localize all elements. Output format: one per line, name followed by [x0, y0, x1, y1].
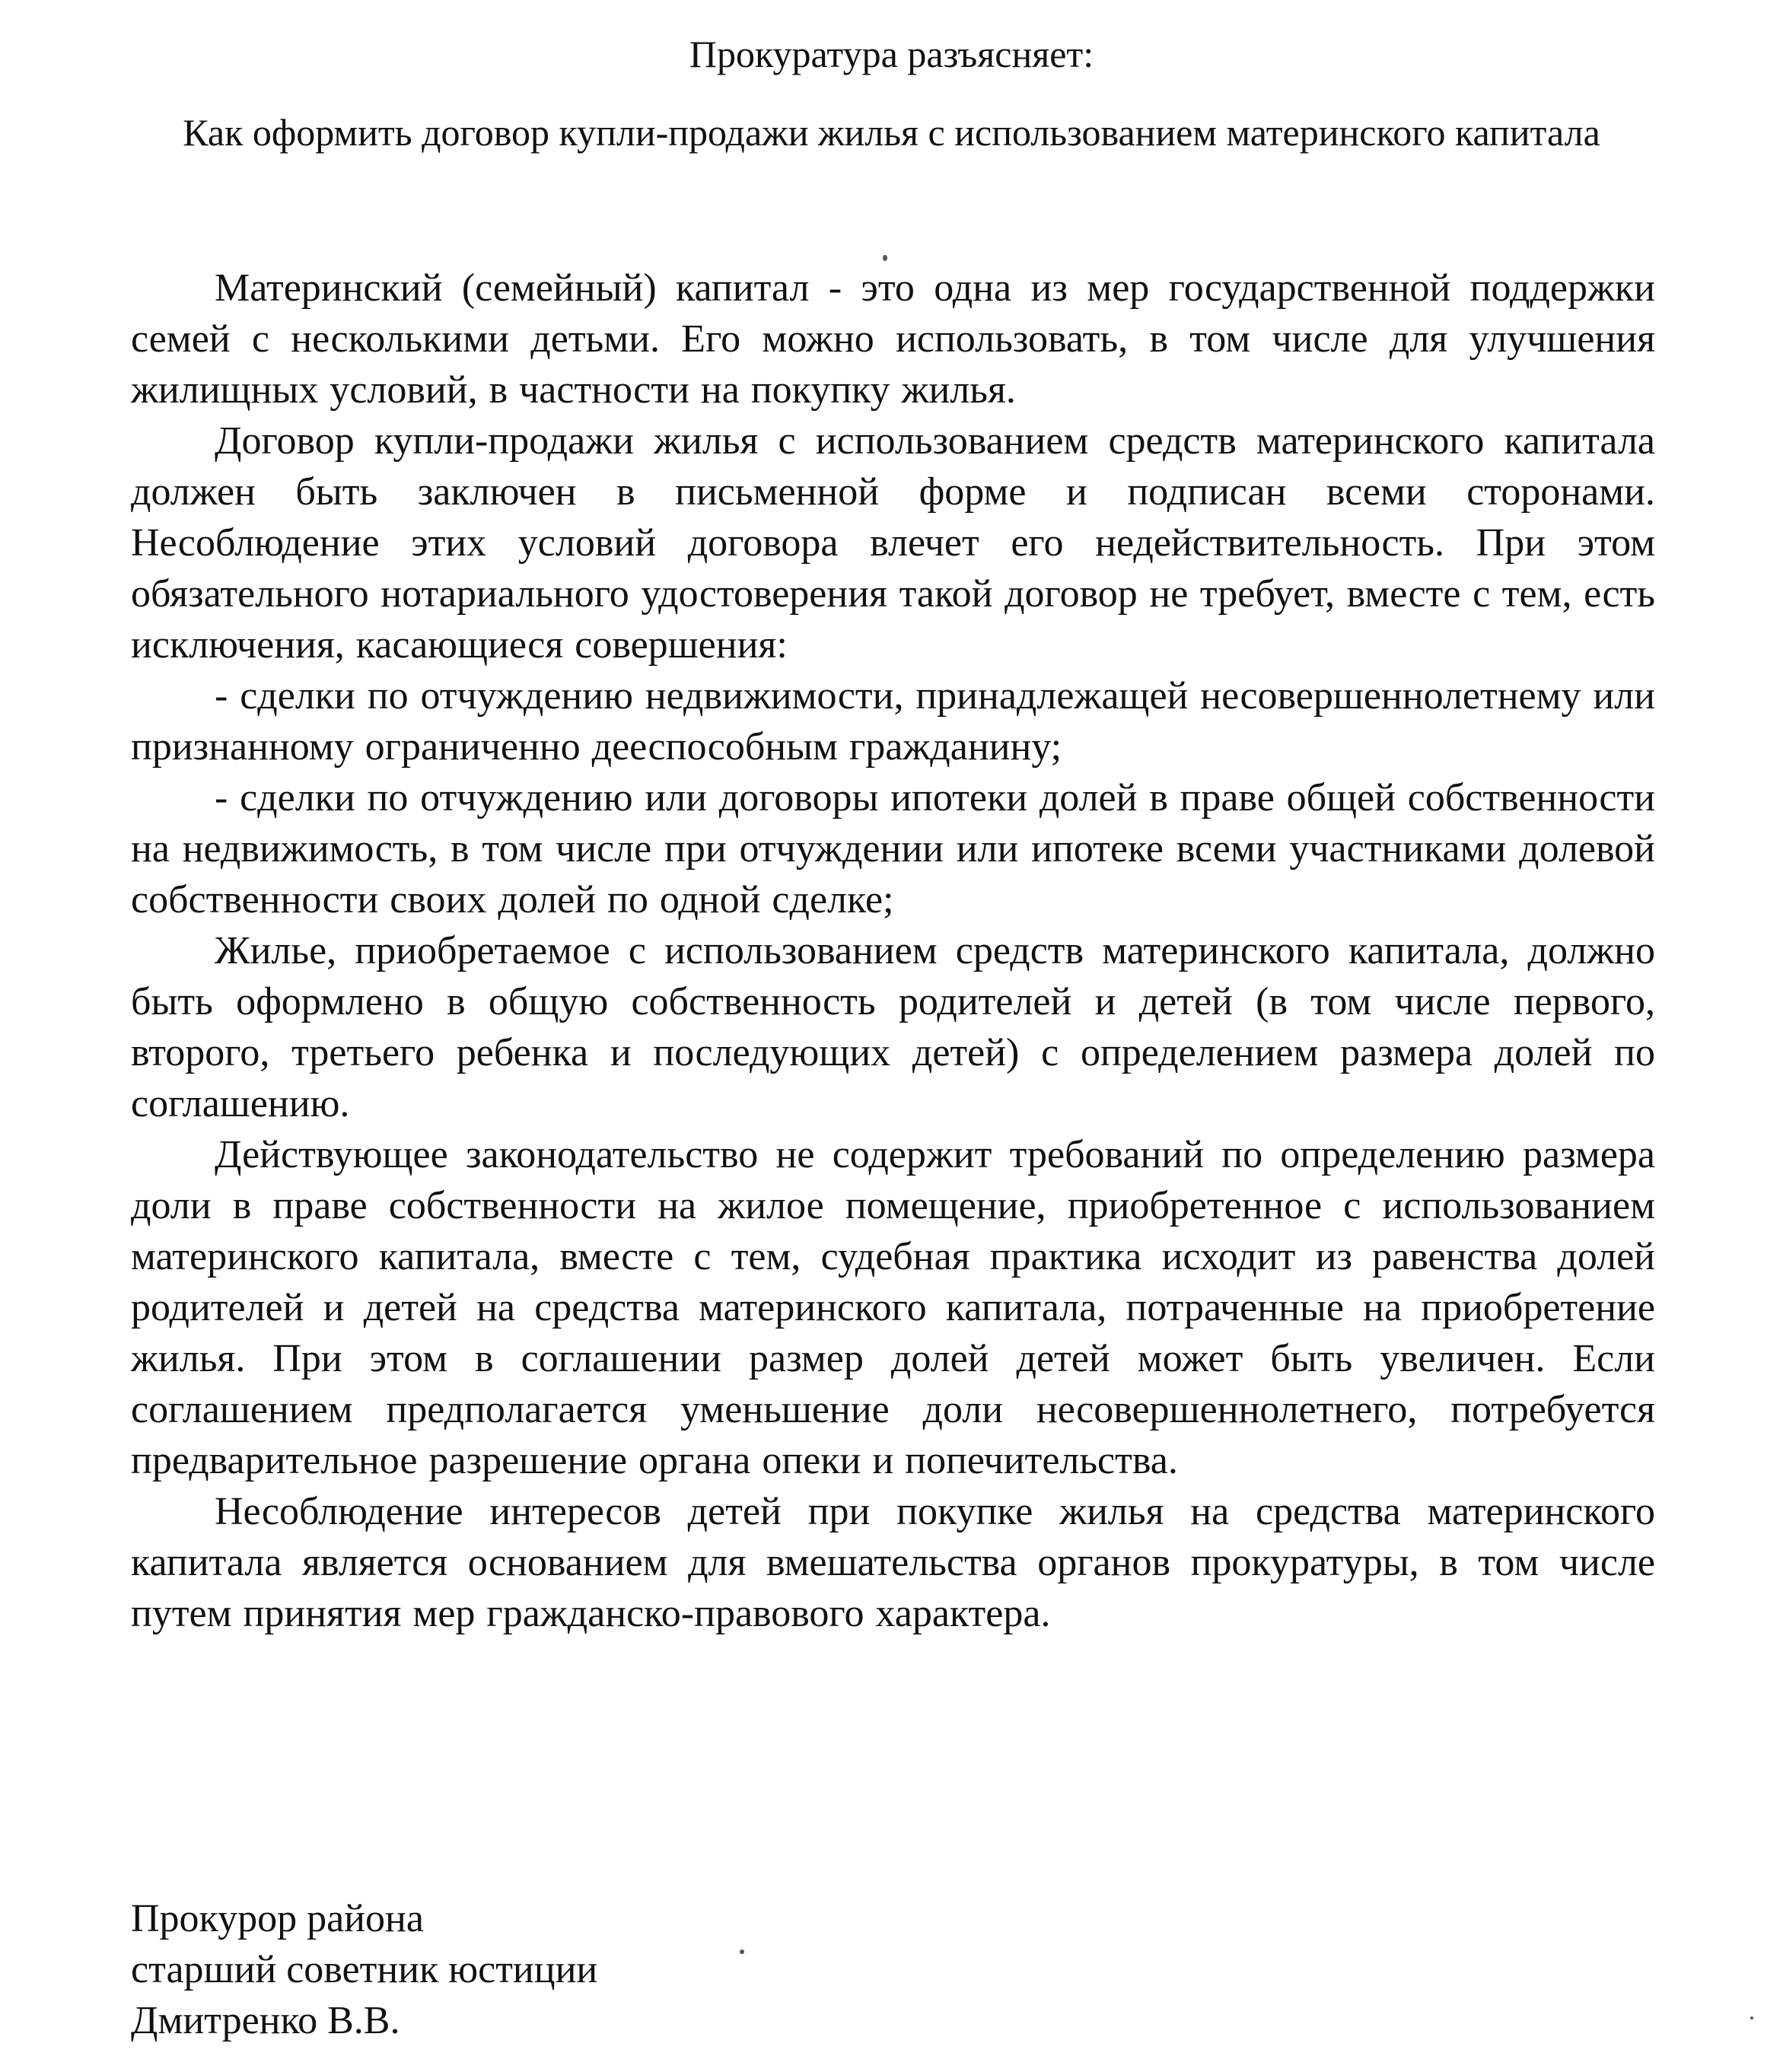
scan-speck: [883, 255, 887, 261]
paragraph: Несоблюдение интересов детей при покупке жилья на средства материнского капитала является основанием для вмешательства органов прокуратуры, в том числе путем принятия мер гражданско-правового характера.: [131, 1490, 1655, 1635]
paragraph: Договор купли-продажи жилья с использованием средств материнского капитала должен быть заключен в письменной форме и подписан всеми сторонами. Несоблюдение этих условий договора влечет его недействительность. При этом обязательного нотариального удостоверения такой договор не требует, вместе с тем, есть исключения, касающиеся совершения:: [131, 419, 1655, 667]
signature-position: Прокурор района: [131, 1897, 424, 1940]
signature-block: [131, 1893, 597, 2046]
list-item: - сделки по отчуждению недвижимости, принадлежащей несовершеннолетнему или признанному ограниченно дееспособным гражданину;: [131, 674, 1655, 769]
list-item: - сделки по отчуждению или договоры ипотеки долей в праве общей собственности на недвижимость, в том числе при отчуждении или ипотеке всеми участниками долевой собственности своих долей по одной сделке;: [131, 776, 1655, 921]
signature-name: Дмитренко В.В.: [131, 1999, 400, 2042]
document-title: Как оформить договор купли-продажи жилья с использованием материнского капитала: [183, 111, 1600, 154]
scan-speck: [740, 1949, 744, 1954]
paragraph: Материнский (семейный) капитал - это одна из мер государственной поддержки семей с несколькими детьми. Его можно использовать, в том числе для улучшения жилищных условий, в частности на покупку жилья.: [131, 266, 1655, 412]
paragraph: Действующее законодательство не содержит требований по определению размера доли в праве собственности на жилое помещение, приобретенное с использованием материнского капитала, вместе с тем, судебная практика исходит из равенства долей родителей и детей на средства материнского капитала, потраченные на приобретение жилья. При этом в соглашении размер долей детей может быть увеличен. Если соглашением предполагается уменьшение доли несовершеннолетнего, потребуется предварительное разрешение органа опеки и попечительства.: [131, 1133, 1655, 1482]
scan-speck: [1750, 2016, 1753, 2019]
signature-rank: старший советник юстиции: [131, 1948, 598, 1991]
document-header: Прокуратура разъясняет:: [689, 33, 1094, 75]
document-body: [131, 263, 1655, 1639]
paragraph: Жилье, приобретаемое с использованием средств материнского капитала, должно быть оформлено в общую собственность родителей и детей (в том числе первого, второго, третьего ребенка и последующих детей) с определением размера долей по соглашению.: [131, 929, 1655, 1125]
